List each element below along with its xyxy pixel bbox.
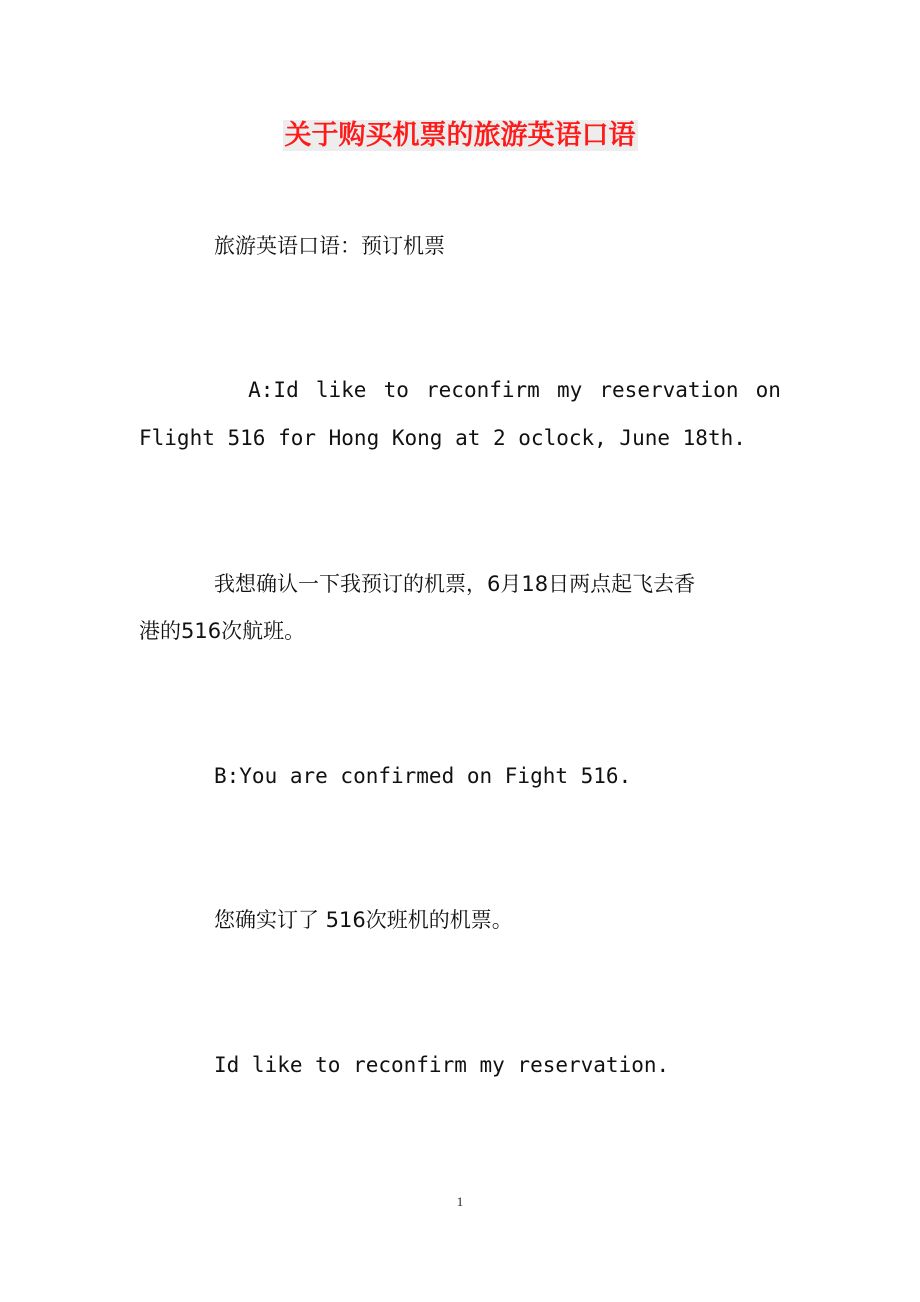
word: on xyxy=(755,378,781,402)
page-number: 1 xyxy=(456,1194,464,1209)
paragraph-1-line-2: Flight 516 for Hong Kong at 2 oclock, June 18th. xyxy=(139,426,746,450)
word: to xyxy=(383,378,409,402)
paragraph-4: 您确实订了 516次班机的机票。 xyxy=(214,908,513,932)
document-title-text: 关于购买机票的旅游英语口语 xyxy=(284,120,636,151)
paragraph-3: B:You are confirmed on Fight 516. xyxy=(214,764,632,788)
word: A:Id xyxy=(248,378,299,402)
paragraph-5: Id like to reconfirm my reservation. xyxy=(214,1053,670,1077)
word: reservation xyxy=(599,378,739,402)
document-title xyxy=(0,118,920,154)
word: my xyxy=(556,378,583,402)
section-heading: 旅游英语口语：预订机票 xyxy=(214,234,445,258)
paragraph-2-line-1: 我想确认一下我预订的机票，6月18日两点起飞去香 xyxy=(214,572,696,596)
word: reconfirm xyxy=(426,378,540,402)
word: like xyxy=(315,378,367,402)
paragraph-2-line-2: 港的516次航班。 xyxy=(139,619,306,643)
paragraph-indent xyxy=(139,366,231,414)
paragraph-1-line-1 xyxy=(139,366,781,414)
